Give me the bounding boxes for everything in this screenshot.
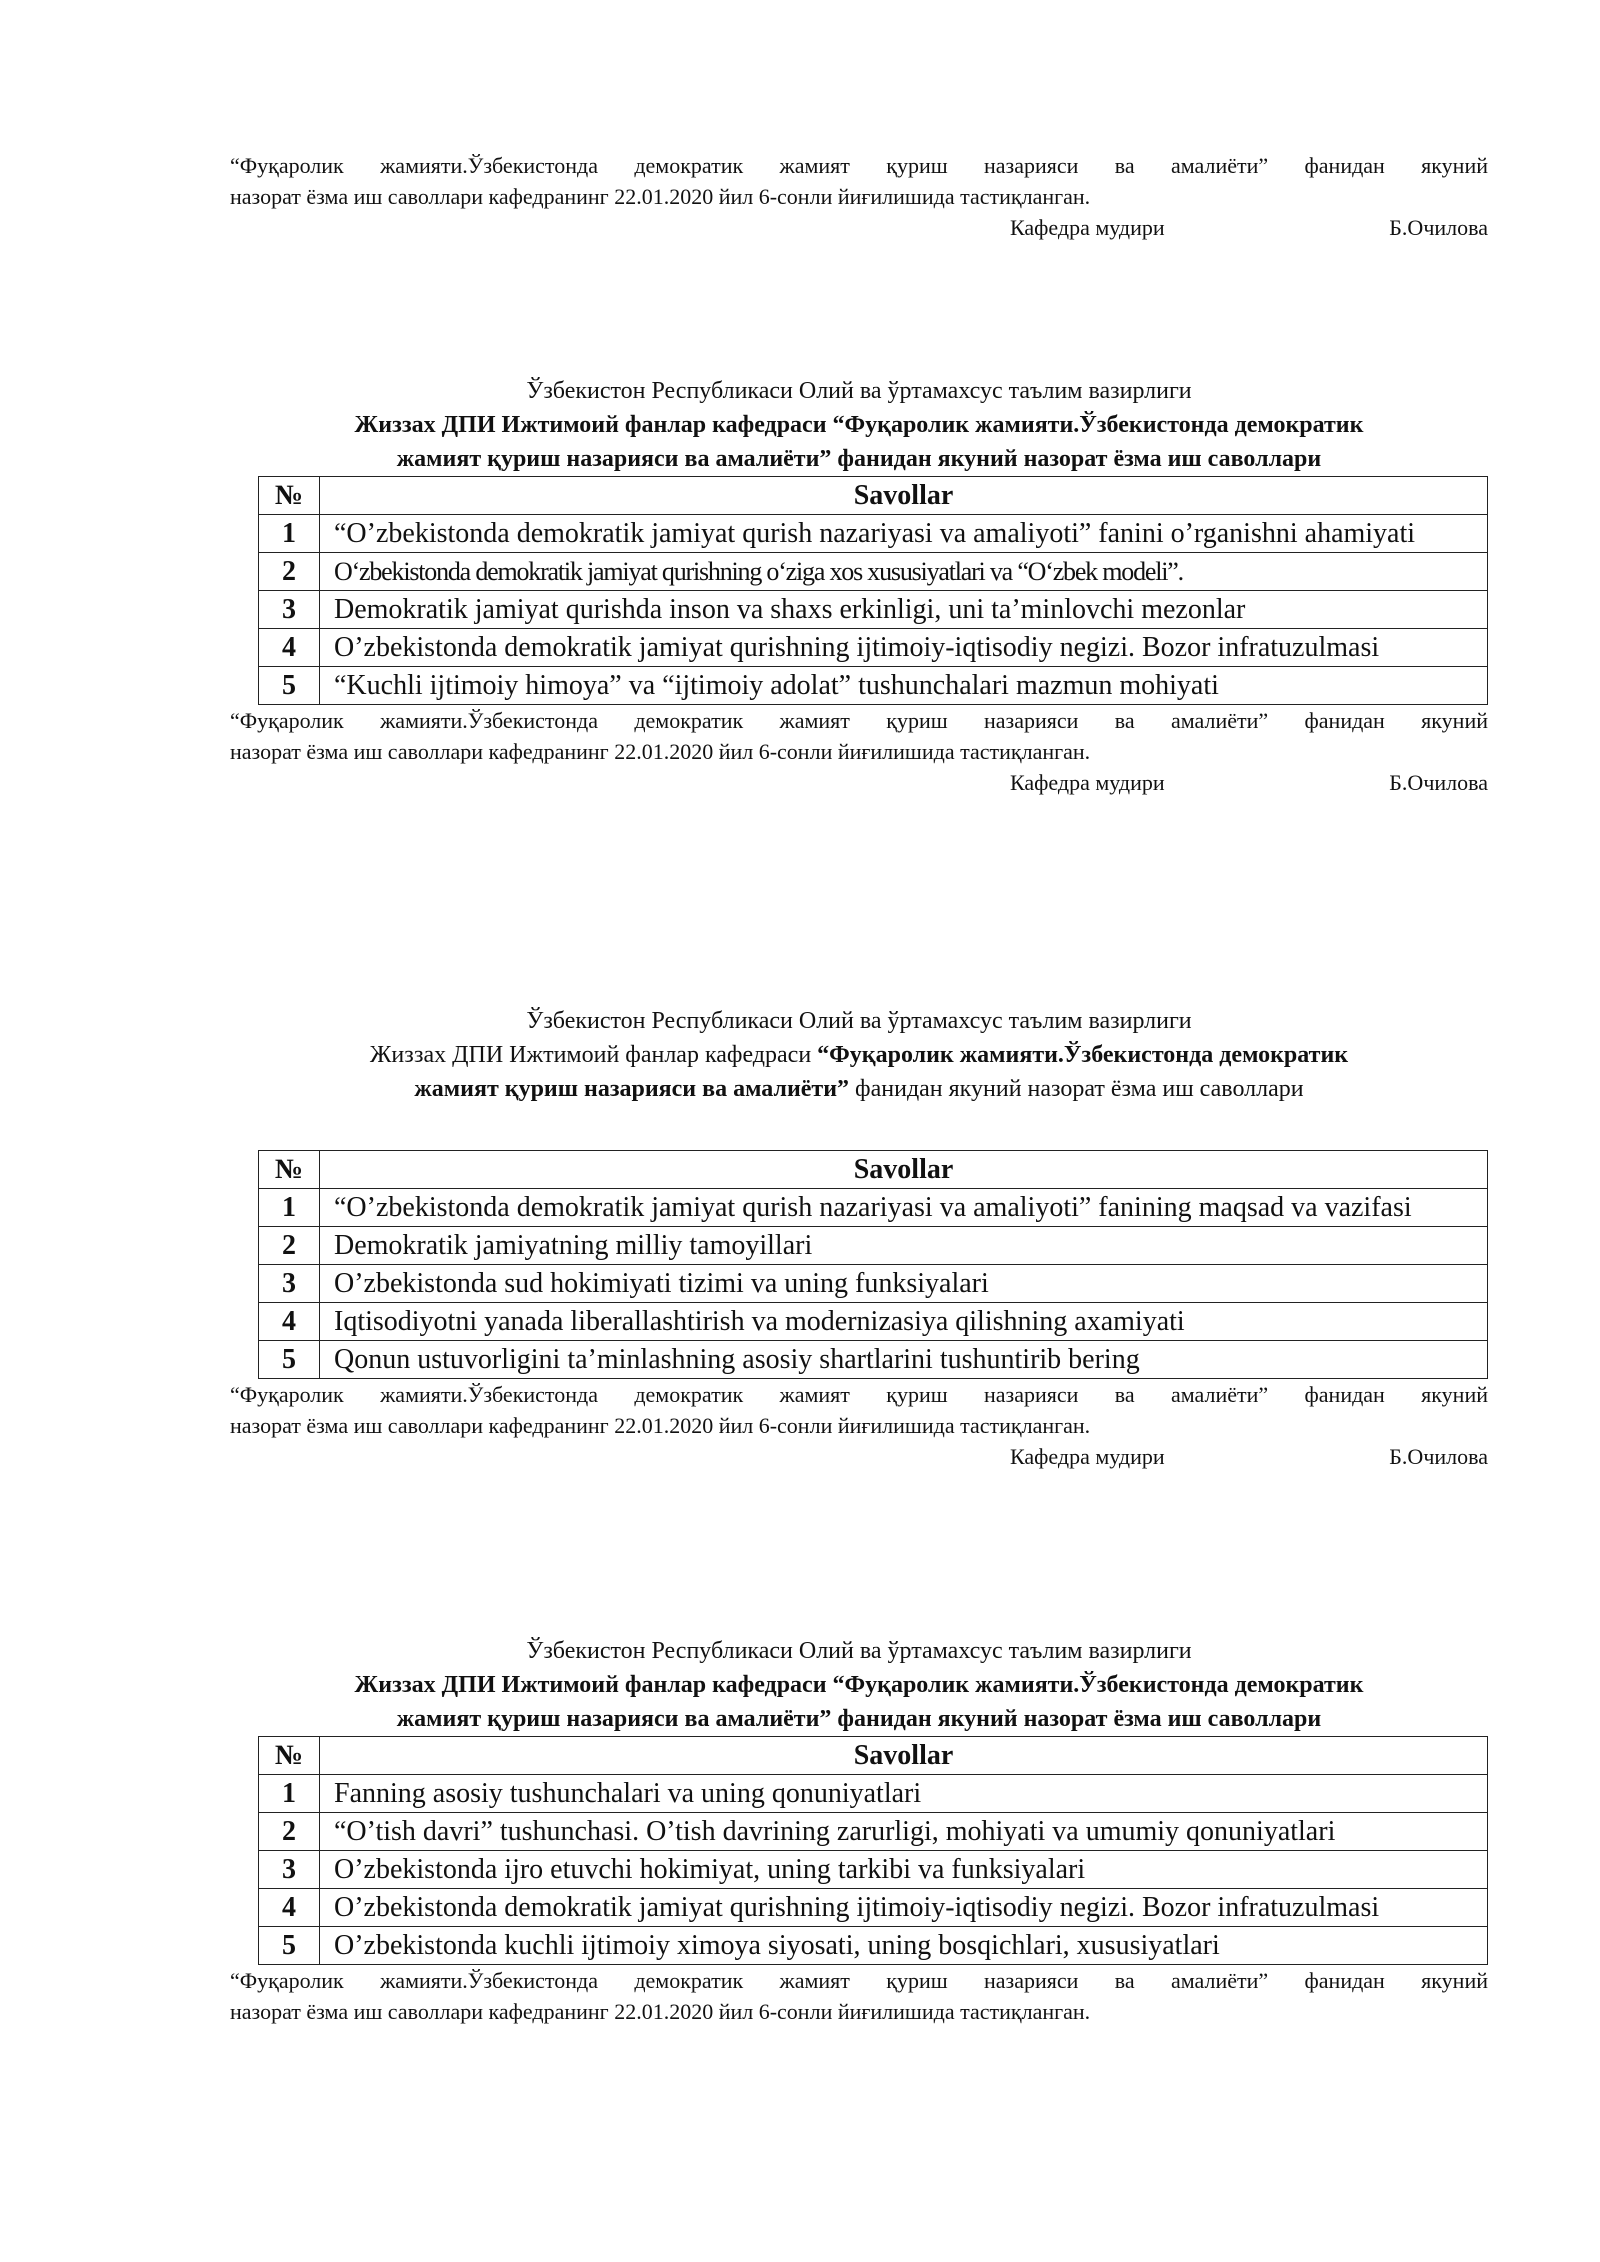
question-text: “O’zbekistonda demokratik jamiyat qurish nazariyasi va amaliyoti” fanini o’rganishni ahamiyati <box>320 515 1488 553</box>
ticket-heading <box>230 1668 1488 1736</box>
question-number: 3 <box>259 1265 320 1303</box>
approval-line-1: “Фуқаролик жамияти.Ўзбекистонда демократик жамият қуриш назарияси ва амалиёти” фанидан якуний <box>230 1968 1488 1993</box>
approval-line-2: назорат ёзма иш саволлари кафедранинг 22.01.2020 йил 6-сонли йиғилишида тастиқланган. <box>230 184 1091 209</box>
heading-plain-part: Жиззах ДПИ Ижтимоий фанлар кафедраси <box>369 1042 818 1068</box>
exam-ticket-2 <box>230 1004 1488 1472</box>
question-number: 4 <box>259 1303 320 1341</box>
question-number: 5 <box>259 1341 320 1379</box>
question-number: 5 <box>259 667 320 705</box>
heading-line-1: Жиззах ДПИ Ижтимоий фанлар кафедраси “Фуқаролик жамияти.Ўзбекистонда демократик <box>354 1672 1364 1698</box>
approval-line-1: “Фуқаролик жамияти.Ўзбекистонда демократик жамият қуриш назарияси ва амалиёти” фанидан якуний <box>230 708 1488 733</box>
approval-line-2: назорат ёзма иш саволлари кафедранинг 22.01.2020 йил 6-сонли йиғилишида тастиқланган. <box>230 1413 1091 1438</box>
question-number: 3 <box>259 591 320 629</box>
table-header-row <box>259 477 1488 515</box>
table-row <box>259 667 1488 705</box>
table-row <box>259 1189 1488 1227</box>
approval-line-2: назорат ёзма иш саволлари кафедранинг 22.01.2020 йил 6-сонли йиғилишида тастиқланган. <box>230 739 1091 764</box>
heading-bold-part: “Фуқаролик жамияти.Ўзбекистонда демократик <box>817 1042 1349 1068</box>
heading-line-1 <box>230 1038 1488 1072</box>
question-text: O’zbekistonda ijro etuvchi hokimiyat, uning tarkibi va funksiyalari <box>320 1851 1488 1889</box>
table-row <box>259 1851 1488 1889</box>
signer-role: Кафедра мудири <box>1010 770 1165 795</box>
table-row <box>259 1927 1488 1965</box>
question-number: 2 <box>259 553 320 591</box>
question-text: O’zbekistonda demokratik jamiyat qurishning ijtimoiy-iqtisodiy negizi. Bozor infratuzulmasi <box>320 1889 1488 1927</box>
table-row <box>259 1303 1488 1341</box>
table-row <box>259 1341 1488 1379</box>
approval-note <box>230 150 1488 243</box>
heading-line-2: жамият қуриш назарияси ва амалиёти” фанидан якуний назорат ёзма иш саволлари <box>396 1706 1322 1732</box>
question-number: 1 <box>259 1775 320 1813</box>
approval-note <box>230 705 1488 798</box>
signature-line <box>230 767 1488 798</box>
spacer <box>230 1106 1488 1150</box>
table-row <box>259 629 1488 667</box>
signer-name: Б.Очилова <box>1389 215 1488 240</box>
signature-line <box>230 212 1488 243</box>
signature-line <box>230 1441 1488 1472</box>
exam-ticket-1 <box>230 374 1488 798</box>
question-number: 1 <box>259 1189 320 1227</box>
approval-note <box>230 1379 1488 1472</box>
signer-role: Кафедра мудири <box>1010 215 1165 240</box>
questions-header: Savollar <box>320 1737 1488 1775</box>
table-header-row <box>259 1151 1488 1189</box>
heading-bold-part: жамият қуриш назарияси ва амалиёти” <box>414 1076 850 1102</box>
question-number: 2 <box>259 1227 320 1265</box>
questions-table <box>258 476 1488 705</box>
question-text: Fanning asosiy tushunchalari va uning qonuniyatlari <box>320 1775 1488 1813</box>
number-header: № <box>259 477 320 515</box>
question-text: Demokratik jamiyat qurishda inson va shaxs erkinligi, uni ta’minlovchi mezonlar <box>320 591 1488 629</box>
ministry-title: Ўзбекистон Республикаси Олий ва ўртамахсус таълим вазирлиги <box>526 378 1192 404</box>
signer-name: Б.Очилова <box>1389 1444 1488 1469</box>
question-number: 2 <box>259 1813 320 1851</box>
question-text: O’zbekistonda kuchli ijtimoiy ximoya siyosati, uning bosqichlari, xususiyatlari <box>320 1927 1488 1965</box>
table-row <box>259 515 1488 553</box>
question-number: 4 <box>259 629 320 667</box>
ministry-title: Ўзбекистон Республикаси Олий ва ўртамахсус таълим вазирлиги <box>526 1008 1192 1034</box>
ticket-heading <box>230 1038 1488 1106</box>
number-header: № <box>259 1737 320 1775</box>
questions-header: Savollar <box>320 477 1488 515</box>
questions-table <box>258 1150 1488 1379</box>
number-header: № <box>259 1151 320 1189</box>
approval-line-1: “Фуқаролик жамияти.Ўзбекистонда демократик жамият қуриш назарияси ва амалиёти” фанидан якуний <box>230 1382 1488 1407</box>
questions-header: Savollar <box>320 1151 1488 1189</box>
table-row <box>259 1227 1488 1265</box>
question-number: 3 <box>259 1851 320 1889</box>
question-number: 5 <box>259 1927 320 1965</box>
table-row <box>259 553 1488 591</box>
question-number: 4 <box>259 1889 320 1927</box>
table-row <box>259 1889 1488 1927</box>
question-text: “Kuchli ijtimoiy himoya” va “ijtimoiy adolat” tushunchalari mazmun mohiyati <box>320 667 1488 705</box>
ministry-title: Ўзбекистон Республикаси Олий ва ўртамахсус таълим вазирлиги <box>526 1638 1192 1664</box>
questions-table <box>258 1736 1488 1965</box>
approval-note <box>230 1965 1488 2027</box>
question-text: Iqtisodiyotni yanada liberallashtirish va modernizasiya qilishning axamiyati <box>320 1303 1488 1341</box>
question-text: O’zbekistonda demokratik jamiyat qurishning ijtimoiy-iqtisodiy negizi. Bozor infratuzulmasi <box>320 629 1488 667</box>
approval-line-2: назорат ёзма иш саволлари кафедранинг 22.01.2020 йил 6-сонли йиғилишида тастиқланган. <box>230 1999 1091 2024</box>
heading-line-2 <box>230 1072 1488 1106</box>
table-header-row <box>259 1737 1488 1775</box>
heading-line-2: жамият қуриш назарияси ва амалиёти” фанидан якуний назорат ёзма иш саволлари <box>396 446 1322 472</box>
heading-line-1: Жиззах ДПИ Ижтимоий фанлар кафедраси “Фуқаролик жамияти.Ўзбекистонда демократик <box>354 412 1364 438</box>
signer-role: Кафедра мудири <box>1010 1444 1165 1469</box>
table-row <box>259 1775 1488 1813</box>
approval-line-1: “Фуқаролик жамияти.Ўзбекистонда демократик жамият қуриш назарияси ва амалиёти” фанидан якуний <box>230 153 1488 178</box>
signer-name: Б.Очилова <box>1389 770 1488 795</box>
question-text: Qonun ustuvorligini ta’minlashning asosiy shartlarini tushuntirib bering <box>320 1341 1488 1379</box>
question-number: 1 <box>259 515 320 553</box>
heading-plain-part: фанидан якуний назорат ёзма иш саволлари <box>849 1076 1304 1102</box>
question-text: O‘zbekistonda demokratik jamiyat qurishning o‘ziga xos xususiyatlari va “O‘zbek modeli”. <box>320 553 1488 591</box>
ticket-heading <box>230 408 1488 476</box>
question-text: “O’zbekistonda demokratik jamiyat qurish nazariyasi va amaliyoti” fanining maqsad va vazifasi <box>320 1189 1488 1227</box>
exam-ticket-3 <box>230 1634 1488 2027</box>
table-row <box>259 1813 1488 1851</box>
table-row <box>259 1265 1488 1303</box>
table-row <box>259 591 1488 629</box>
question-text: Demokratik jamiyatning milliy tamoyillari <box>320 1227 1488 1265</box>
question-text: O’zbekistonda sud hokimiyati tizimi va uning funksiyalari <box>320 1265 1488 1303</box>
question-text: “O’tish davri” tushunchasi. O’tish davrining zarurligi, mohiyati va umumiy qonuniyatlari <box>320 1813 1488 1851</box>
